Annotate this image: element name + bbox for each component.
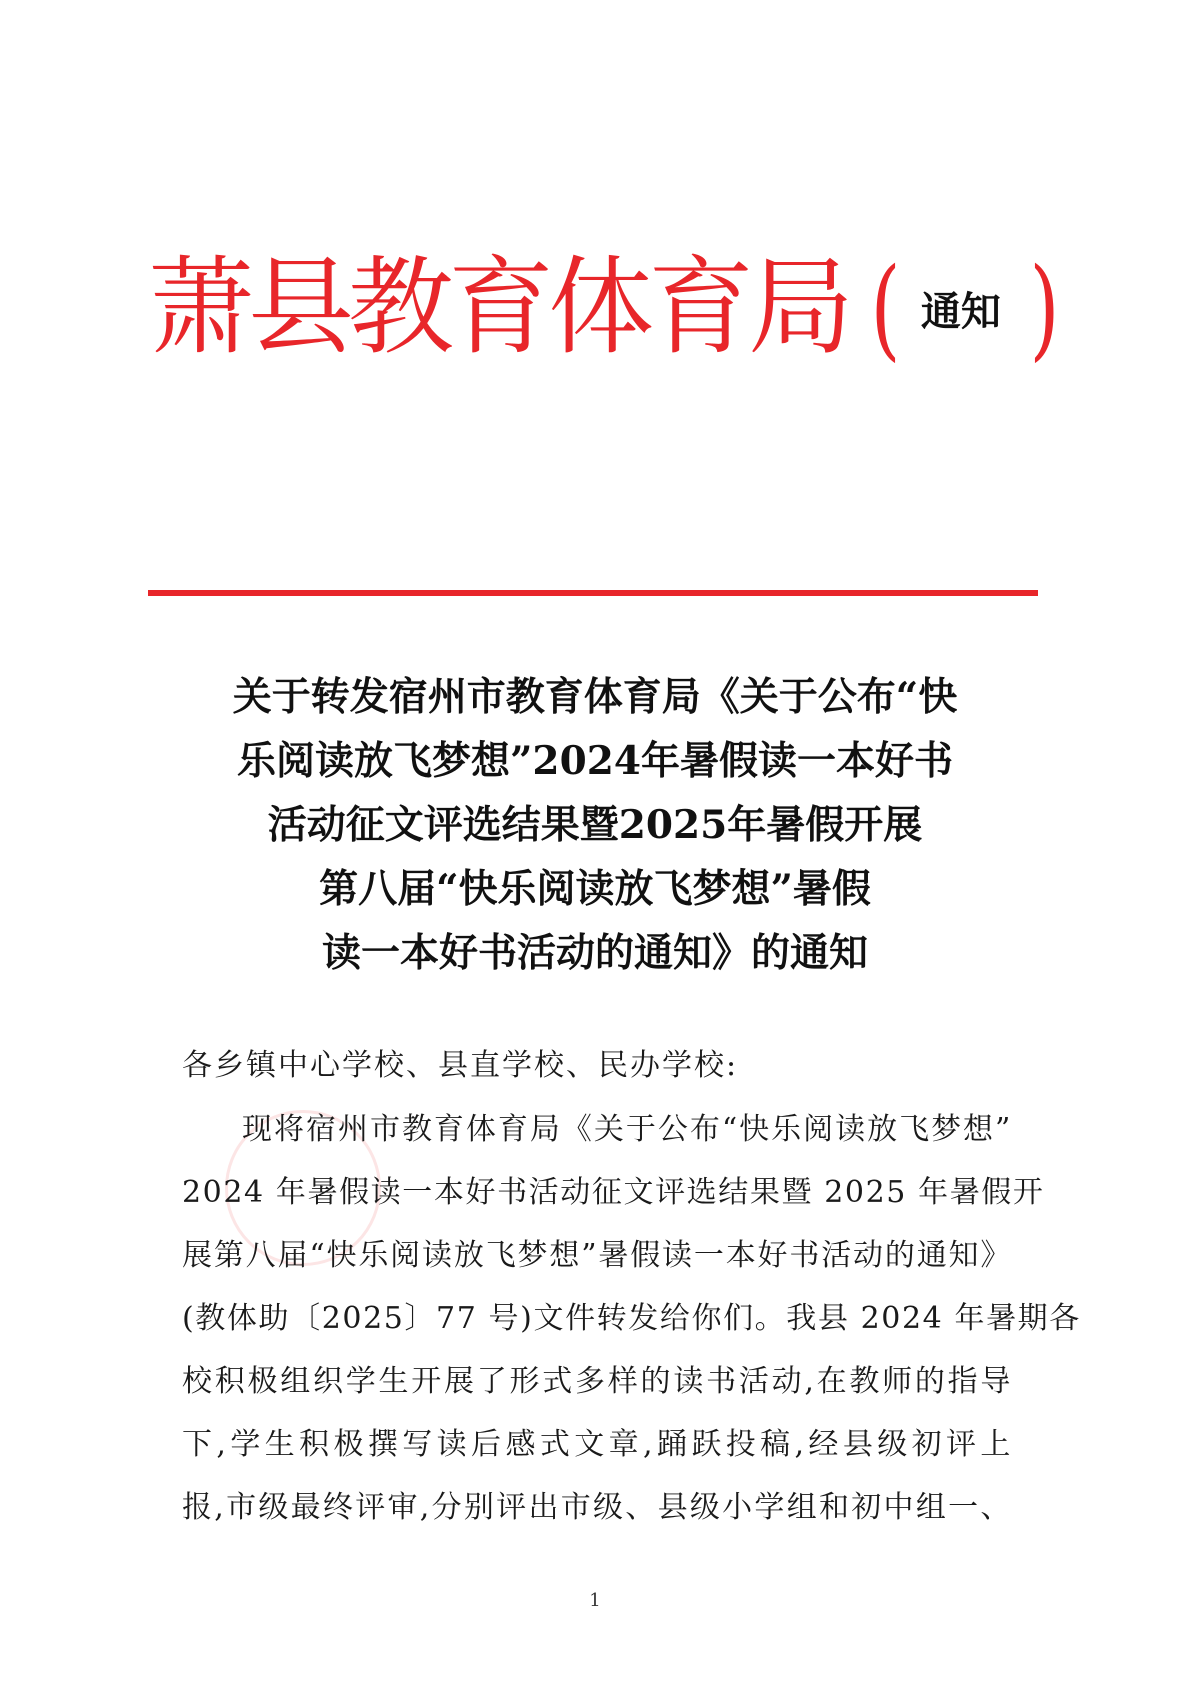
title-line: 关于转发宿州市教育体育局《关于公布“快	[232, 674, 958, 720]
document-title	[160, 665, 1030, 985]
body-line: 下,学生积极撰写读后感式文章,踊跃投稿,经县级初评上	[182, 1427, 1012, 1462]
title-line: 活动征文评选结果暨2025年暑假开展	[267, 802, 923, 848]
title-line: 第八届“快乐阅读放飞梦想”暑假	[319, 866, 871, 912]
body-paragraph	[182, 1098, 1081, 1539]
page-number: 1	[589, 1590, 601, 1611]
addressee: 各乡镇中心学校、县直学校、民办学校:	[182, 1048, 739, 1083]
body-line: 报,市级最终评审,分别评出市级、县级小学组和初中组一、	[182, 1490, 1012, 1525]
title-line: 读一本好书活动的通知》的通知	[321, 930, 868, 976]
document-type: 通知	[920, 288, 1001, 335]
body-line: 展第八届“快乐阅读放飞梦想”暑假读一本好书活动的通知》	[182, 1238, 1012, 1273]
masthead	[148, 238, 1060, 378]
body-line: 现将宿州市教育体育局《关于公布“快乐阅读放飞梦想”	[242, 1112, 1012, 1147]
masthead-paren-open: (	[870, 244, 901, 372]
title-line: 乐阅读放飞梦想”2024年暑假读一本好书	[237, 738, 953, 784]
body-line: 2024 年暑假读一本好书活动征文评选结果暨 2025 年暑假开	[182, 1175, 1045, 1210]
masthead-paren-close: )	[1029, 244, 1060, 372]
body-line: (教体助〔2025〕77 号)文件转发给你们。我县 2024 年暑期各	[182, 1301, 1081, 1336]
body-line: 校积极组织学生开展了形式多样的读书活动,在教师的指导	[182, 1364, 1012, 1399]
red-separator-line	[148, 590, 1038, 596]
issuer-name: 萧县教育体育局	[148, 246, 848, 369]
